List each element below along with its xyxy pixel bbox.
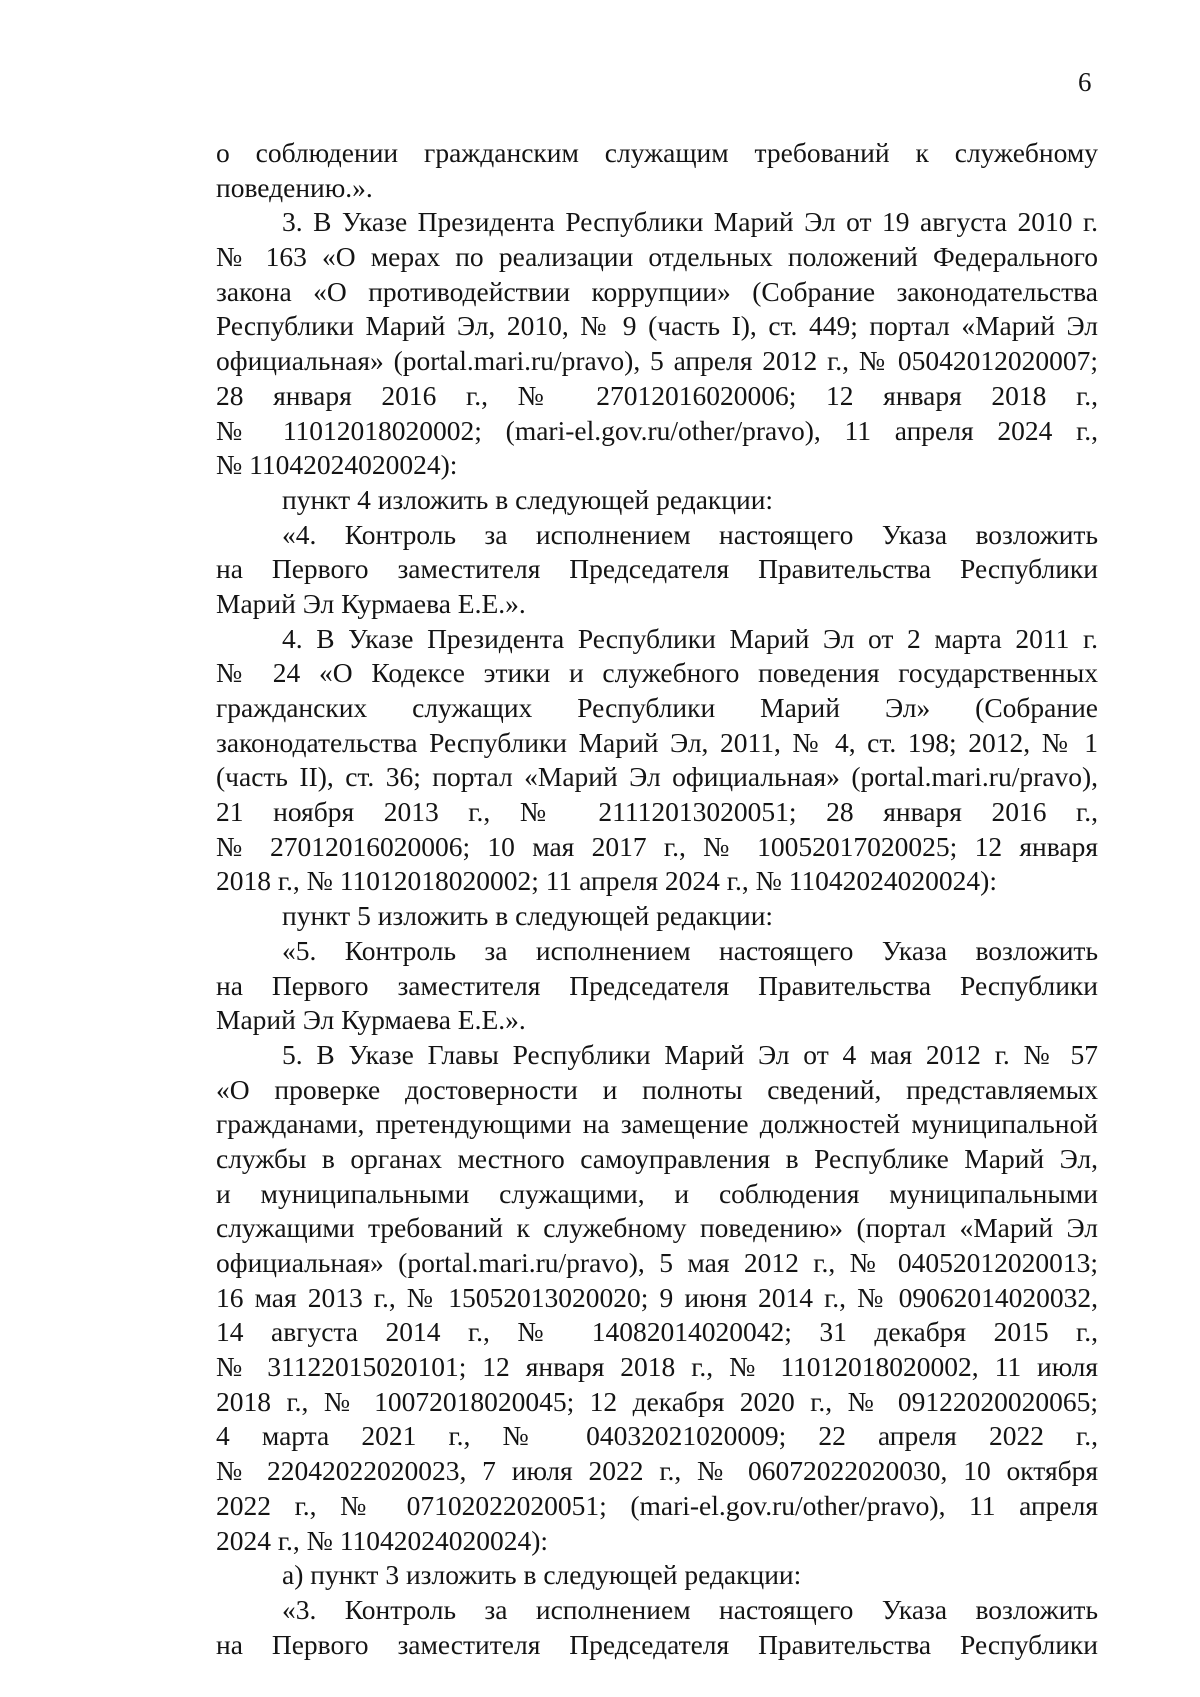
text-line: 14 августа 2014 г., № 14082014020042; 31 декабря 2015 г., [216,1316,1098,1348]
text-line: № 27012016020006; 10 мая 2017 г., № 10052017020025; 12 января [216,830,1098,862]
text-line: на Первого заместителя Председателя Правительства Республики [216,1628,1098,1660]
text-line: 4. В Указе Президента Республики Марий Эл от 2 марта 2011 г. [282,622,1098,654]
text-line: и муниципальными служащими, и соблюдения муниципальными [216,1177,1098,1209]
text-line: № 22042022020023, 7 июля 2022 г., № 06072022020030, 10 октября [216,1455,1098,1487]
text-line: 5. В Указе Главы Республики Марий Эл от 4 мая 2012 г. № 57 [282,1038,1098,1070]
document-body [216,136,1098,1662]
text-line: службы в органах местного самоуправления в Республике Марий Эл, [216,1142,1098,1174]
text-line: 2018 г., № 10072018020045; 12 декабря 2020 г., № 09122020020065; [216,1385,1098,1417]
text-line: а) пункт 3 изложить в следующей редакции: [282,1559,802,1591]
text-line: гражданами, претендующими на замещение должностей муниципальной [216,1108,1098,1140]
text-line: 28 января 2016 г., № 27012016020006; 12 января 2018 г., [216,379,1098,411]
text-line: официальная» (portal.mari.ru/pravo), 5 апреля 2012 г., № 05042012020007; [216,345,1098,377]
text-line: «5. Контроль за исполнением настоящего Указа возложить [282,934,1098,966]
text-line: 2024 г., № 11042024020024): [216,1524,549,1556]
text-line: на Первого заместителя Председателя Правительства Республики [216,553,1098,585]
text-line: 3. В Указе Президента Республики Марий Эл от 19 августа 2010 г. [282,206,1098,238]
text-line: № 24 «О Кодексе этики и служебного поведения государственных [216,657,1098,689]
text-line: № 11042024020024): [216,449,458,481]
text-line: «3. Контроль за исполнением настоящего Указа возложить [282,1593,1098,1625]
text-line: пункт 5 изложить в следующей редакции: [282,900,774,932]
text-line: 16 мая 2013 г., № 15052013020020; 9 июня 2014 г., № 09062014020032, [216,1281,1098,1313]
text-line: № 163 «О мерах по реализации отдельных положений Федерального [216,241,1098,273]
text-line: Марий Эл Курмаева Е.Е.». [216,1004,526,1036]
text-line: пункт 4 изложить в следующей редакции: [282,483,774,515]
text-line: «4. Контроль за исполнением настоящего Указа возложить [282,518,1098,550]
text-line: о соблюдении гражданским служащим требований к служебному [216,137,1098,168]
text-line: 2018 г., № 11012018020002; 11 апреля 2024 г., № 11042024020024): [216,865,997,897]
text-line: Республики Марий Эл, 2010, № 9 (часть I), ст. 449; портал «Марий Эл [216,310,1098,342]
text-line: поведению.». [216,171,373,203]
text-line: № 31122015020101; 12 января 2018 г., № 11012018020002, 11 июля [216,1351,1098,1383]
page-number: 6 [1078,67,1092,97]
text-line: 21 ноября 2013 г., № 21112013020051; 28 января 2016 г., [216,796,1098,828]
text-line: гражданских служащих Республики Марий Эл» (Собрание [216,692,1098,723]
text-line: законодательства Республики Марий Эл, 2011, № 4, ст. 198; 2012, № 1 [216,726,1098,758]
text-line: 2022 г., № 07102022020051; (mari-el.gov.ru/other/pravo), 11 апреля [216,1489,1098,1521]
text-line: 4 марта 2021 г., № 04032021020009; 22 апреля 2022 г., [216,1420,1098,1452]
text-line: (часть II), ст. 36; портал «Марий Эл официальная» (portal.mari.ru/pravo), [216,761,1098,793]
text-line: официальная» (portal.mari.ru/pravo), 5 мая 2012 г., № 04052012020013; [216,1247,1098,1278]
text-line: на Первого заместителя Председателя Правительства Республики [216,969,1098,1001]
text-line: № 11012018020002; (mari-el.gov.ru/other/pravo), 11 апреля 2024 г., [216,414,1098,446]
text-line: Марий Эл Курмаева Е.Е.». [216,587,526,619]
text-line: «О проверке достоверности и полноты сведений, представляемых [216,1073,1098,1105]
text-line: служащими требований к служебному поведению» (портал «Марий Эл [216,1212,1098,1244]
text-line: закона «О противодействии коррупции» (Собрание законодательства [216,275,1098,307]
